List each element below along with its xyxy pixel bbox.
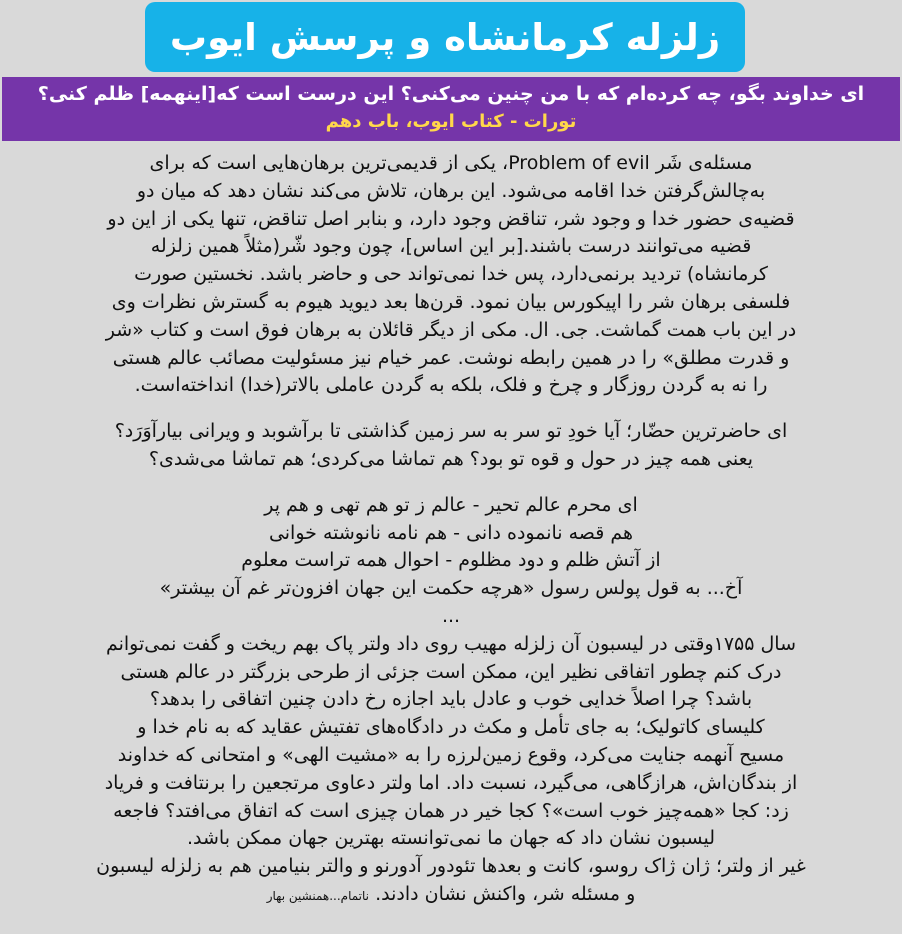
text-line: قضیه‌ی حضور خدا و وجود شر، تناقض وجود دارد، و بنابر اصل تناقض، تنها یکی از این دو	[107, 207, 795, 230]
text-line: کلیسای کاتولیک؛ به جای تأمل و مکث در دادگاه‌های تفتیش عقاید که به نام خدا و	[137, 716, 765, 739]
poem-line: آخ... به قول پولس رسول «هرچه حکمت این جهان افزون‌تر غم آن بیشتر»	[159, 577, 743, 600]
text-line: غیر از ولتر؛ ژان ژاک روسو، کانت و بعدها تئودور آدورنو و والتر بنیامین هم به زلزله لیسبون	[96, 855, 806, 878]
text-line: در این باب همت گماشت. جی. ال. مکی از دیگر قائلان به برهان فوق است و کتاب «شر	[105, 318, 797, 341]
quote-text: ای خداوند بگو، چه کرده‌ام که با من چنین می‌کنی؟ این درست است که[اینهمه] ظلم کنی؟	[37, 83, 865, 105]
text-line: از بندگان‌اش، هرازگاهی، می‌گیرد، نسبت داد. اما ولتر دعاوی مرتجعین را برنتافت و فریاد	[104, 771, 798, 794]
quote-banner	[2, 77, 900, 141]
text-line: ای حاضرترین حضّار؛ آیا خودِ تو سر به سر زمین گذاشتی تا برآشوبد و ویرانی بیارآوَرَد؟	[114, 420, 788, 443]
poem-verses	[12, 492, 890, 631]
paragraph-gap	[12, 474, 890, 492]
quote-source: تورات - کتاب ایوب، باب دهم	[325, 111, 577, 132]
signature: ناتمام...همنشین بهار	[266, 888, 370, 903]
text-line: لیسبون نشان داد که جهان ما نمی‌توانسته بهترین جهان ممکن باشد.	[186, 827, 716, 850]
text-line: و قدرت مطلق» را در همین رابطه نوشت. عمر خیام نیز مسئولیت مصائب عالم هستی	[112, 346, 790, 369]
text-line: مسئله‌ی شَر Problem of evil، یکی از قدیمی‌ترین برهان‌هایی است که برای	[149, 152, 753, 174]
page-title: زلزله کرمانشاه و پرسش ایوب	[169, 15, 721, 59]
text-line: به‌چالش‌گرفتن خدا اقامه می‌شود. این برهان، تلاش می‌کند نشان دهد که میان دو	[136, 179, 766, 202]
text-line: کرمانشاه) تردید برنمی‌دارد، پس خدا نمی‌تواند حی و حاضر باشد. نخستین صورت	[134, 263, 768, 286]
paragraph-address	[12, 418, 890, 474]
paragraph-lisbon	[12, 631, 890, 911]
final-text: و مسئله شر، واکنش نشان دادند.	[375, 882, 636, 905]
text-line: سال ۱۷۵۵وقتی در لیسبون آن زلزله مهیب روی داد ولتر پاک بهم ریخت و گفت نمی‌توانم	[105, 632, 797, 655]
text-line: باشد؟ چرا اصلاً خدایی خوب و عادل باید اجازه رخ دادن چنین اتفاقی را بدهد؟	[149, 688, 753, 711]
text-line: یعنی همه چیز در حول و قوه تو بود؟ هم تماشا می‌کردی؛ هم تماشا می‌شدی؟	[148, 447, 754, 470]
text-line: مسیح آنهمه جنایت می‌کرد، وقوع زمین‌لرزه را به «مشیت الهی» و امتحانی که خداوند	[117, 743, 785, 766]
poem-line: از آتش ظلم و دود مظلوم - احوال همه تراست معلوم	[241, 549, 661, 572]
text-line: را نه به گردن روزگار و چرخ و فلک، بلکه به گردن عاملی بالاتر(خدا) انداخته‌است.	[134, 374, 768, 397]
poem-line: ...	[441, 604, 461, 627]
text-line: زد: کجا «همه‌چیز خوب است»؟ کجا خیر در همان چیزی است که اتفاق می‌افتد؟ فاجعه	[113, 799, 789, 822]
title-banner	[145, 2, 745, 72]
text-line: قضیه می‌توانند درست باشند.[بر این اساس]، چون وجود شّر(مثلاً همین زلزله	[150, 235, 752, 258]
text-line: فلسفی برهان شر را اپیکورس بیان نمود. قرن‌ها بعد دیوید هیوم به گسترش نظرات وی	[111, 290, 791, 313]
paragraph-problem-of-evil	[12, 150, 890, 400]
poem-line: هم قصه نانموده دانی - هم نامه نانوشته خوانی	[268, 521, 634, 544]
text-line: درک کنم چطور اتفاقی نظیر این، ممکن است جزئی از طرحی بزرگتر در عالم هستی	[120, 660, 782, 683]
article-body	[12, 150, 890, 911]
text-line-final	[12, 881, 890, 911]
paragraph-gap	[12, 400, 890, 418]
poem-line: ای محرم عالم تحیر - عالم ز تو هم تهی و هم پر	[264, 493, 638, 516]
